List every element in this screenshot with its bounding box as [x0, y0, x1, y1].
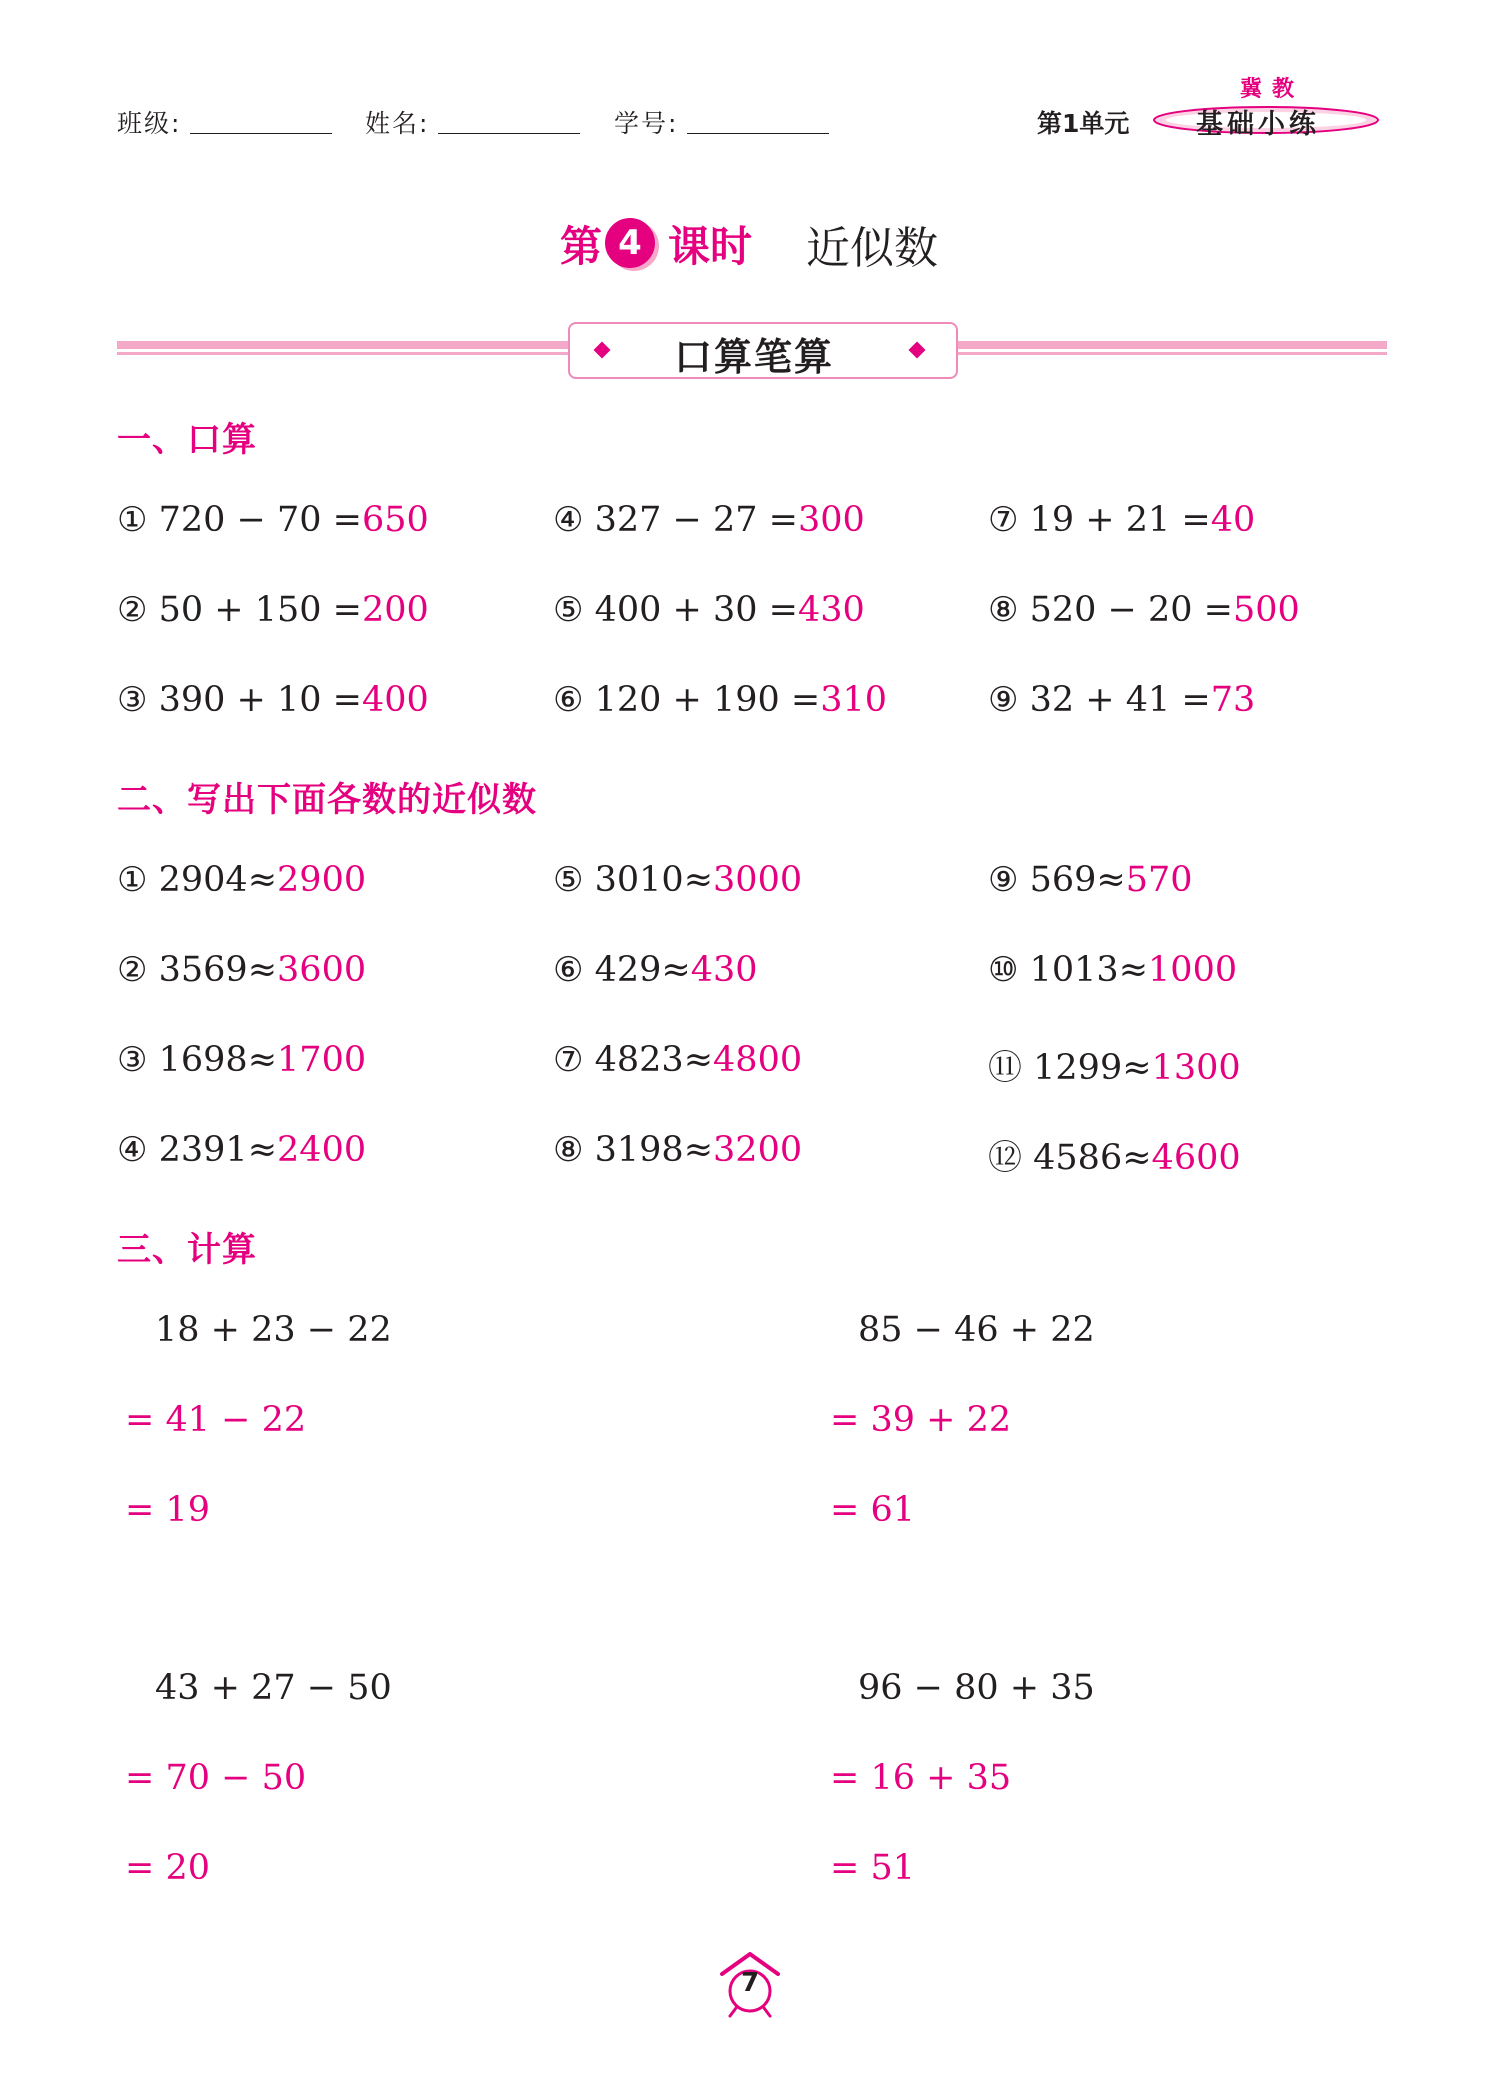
calc-step: = 19	[125, 1490, 210, 1530]
list-item: ① 720 − 70 =650	[117, 500, 429, 540]
page-title: 近似数	[806, 223, 938, 274]
student-no-blank[interactable]	[687, 133, 829, 134]
lesson-suffix: 课时	[668, 222, 753, 271]
list-item: ⑨ 32 + 41 =73	[988, 680, 1256, 720]
list-item: ⑦ 19 + 21 =40	[988, 500, 1256, 540]
calc-expression: 18 + 23 − 22	[155, 1310, 392, 1350]
list-item: ① 2904≈2900	[117, 860, 367, 900]
section-heading-oral: 一、口算	[117, 420, 257, 460]
class-blank[interactable]	[190, 133, 332, 134]
list-item: ⑧ 3198≈3200	[553, 1130, 803, 1170]
unit-label: 第1单元	[1037, 109, 1130, 138]
calc-step: = 16 + 35	[830, 1758, 1012, 1798]
lesson-number-badge: 4	[605, 218, 655, 268]
page-number: 7	[740, 1968, 760, 1998]
list-item: ⑧ 520 − 20 =500	[988, 590, 1300, 630]
list-item: ④ 327 − 27 =300	[553, 500, 865, 540]
list-item: ⑥ 429≈430	[553, 950, 758, 990]
name-blank[interactable]	[438, 133, 580, 134]
list-item: ⑦ 4823≈4800	[553, 1040, 803, 1080]
name-label: 姓名:	[365, 109, 430, 138]
lesson-prefix: 第	[560, 222, 603, 271]
list-item: ⑩ 1013≈1000	[988, 950, 1238, 990]
calc-step: = 61	[830, 1490, 915, 1530]
class-label: 班级:	[117, 109, 182, 138]
calc-step: = 70 − 50	[125, 1758, 307, 1798]
list-item: ⑫ 4586≈4600	[988, 1138, 1241, 1178]
brand-title: 基础小练	[1196, 109, 1320, 140]
list-item: ⑤ 400 + 30 =430	[553, 590, 865, 630]
list-item: ③ 1698≈1700	[117, 1040, 367, 1080]
calc-expression: 43 + 27 − 50	[155, 1668, 392, 1708]
section-heading-approx: 二、写出下面各数的近似数	[117, 780, 537, 820]
list-item: ② 3569≈3600	[117, 950, 367, 990]
banner-title: 口算笔算	[674, 335, 835, 379]
calc-step: = 41 − 22	[125, 1400, 307, 1440]
calc-step: = 51	[830, 1848, 915, 1888]
calc-step: = 39 + 22	[830, 1400, 1012, 1440]
calc-expression: 85 − 46 + 22	[858, 1310, 1095, 1350]
list-item: ④ 2391≈2400	[117, 1130, 367, 1170]
student-no-label: 学号:	[614, 109, 679, 138]
brand-publisher: 冀教	[1240, 77, 1305, 102]
list-item: ⑪ 1299≈1300	[988, 1048, 1241, 1088]
list-item: ② 50 + 150 =200	[117, 590, 429, 630]
list-item: ⑥ 120 + 190 =310	[553, 680, 888, 720]
list-item: ③ 390 + 10 =400	[117, 680, 429, 720]
section-heading-calc: 三、计算	[117, 1230, 257, 1270]
calc-expression: 96 − 80 + 35	[858, 1668, 1095, 1708]
list-item: ⑤ 3010≈3000	[553, 860, 803, 900]
calc-step: = 20	[125, 1848, 210, 1888]
list-item: ⑨ 569≈570	[988, 860, 1193, 900]
